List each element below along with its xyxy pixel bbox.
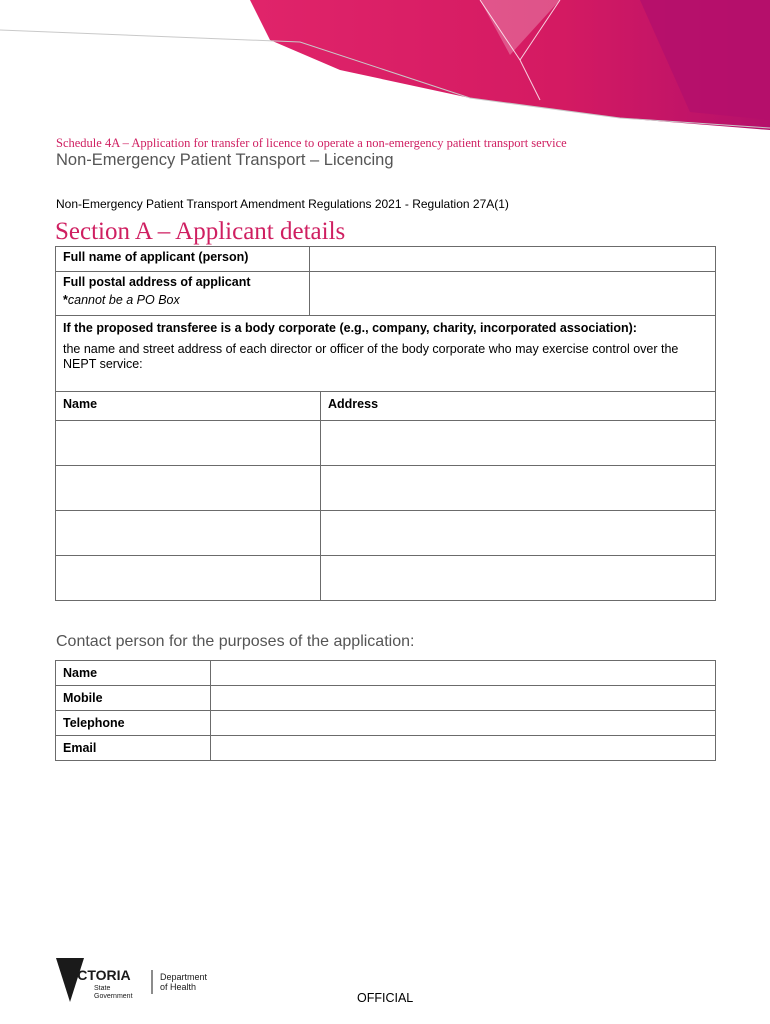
full-name-label: Full name of applicant (person) [56,247,310,272]
directors-name-header: Name [56,392,321,421]
contact-mobile-field[interactable] [211,686,716,711]
table-row [56,556,716,601]
contact-email-label: Email [56,736,211,761]
contact-telephone-field[interactable] [211,711,716,736]
table-row [56,511,716,556]
full-name-field[interactable] [310,247,716,272]
postal-address-field[interactable] [310,272,716,316]
contact-row-name [56,661,716,686]
logo-sub-line1: State [94,985,111,992]
director-name-field[interactable] [56,511,321,556]
header-banner [0,0,770,135]
director-name-field[interactable] [56,421,321,466]
body-corporate-heading: If the proposed transferee is a body corporate (e.g., company, charity, incorporated association): [63,321,637,335]
document-subtitle: Non-Emergency Patient Transport – Licencing [56,151,394,169]
contact-email-field[interactable] [211,736,716,761]
body-corporate-instructions: the name and street address of each director or officer of the body corporate who may exercise control over the NEPT service: [63,342,679,371]
director-name-field[interactable] [56,466,321,511]
contact-name-field[interactable] [211,661,716,686]
postal-address-label: Full postal address of applicant [63,275,251,289]
schedule-title: Schedule 4A – Application for transfer of licence to operate a non-emergency patient transport service [56,136,567,150]
contact-telephone-label: Telephone [56,711,211,736]
contact-name-label: Name [56,661,211,686]
postal-note-text: cannot be a PO Box [67,293,180,307]
contact-heading: Contact person for the purposes of the application: [56,633,415,650]
directors-table [55,391,716,601]
postal-address-note [63,293,302,307]
classification-label: OFFICIAL [357,991,414,1005]
regulation-reference: Non-Emergency Patient Transport Amendment Regulations 2021 - Regulation 27A(1) [56,197,509,211]
contact-row-mobile [56,686,716,711]
contact-row-telephone [56,711,716,736]
contact-row-email [56,736,716,761]
director-address-field[interactable] [321,421,716,466]
contact-table [55,660,716,761]
postal-address-label-cell [56,272,310,316]
contact-mobile-label: Mobile [56,686,211,711]
body-corporate-cell [56,316,716,392]
postal-note-star: * [63,293,68,307]
table-row [56,421,716,466]
department-line1: Department [160,972,208,982]
department-line2: of Health [160,982,197,992]
director-name-field[interactable] [56,556,321,601]
directors-address-header: Address [321,392,716,421]
table-row [56,466,716,511]
victoria-government-logo [56,958,226,1006]
logo-wordmark: VICTORIA [64,967,131,983]
director-address-field[interactable] [321,556,716,601]
logo-sub-line2: Government [94,993,133,1000]
director-address-field[interactable] [321,466,716,511]
section-a-title: Section A – Applicant details [55,218,346,245]
director-address-field[interactable] [321,511,716,556]
applicant-details-table [55,246,716,392]
